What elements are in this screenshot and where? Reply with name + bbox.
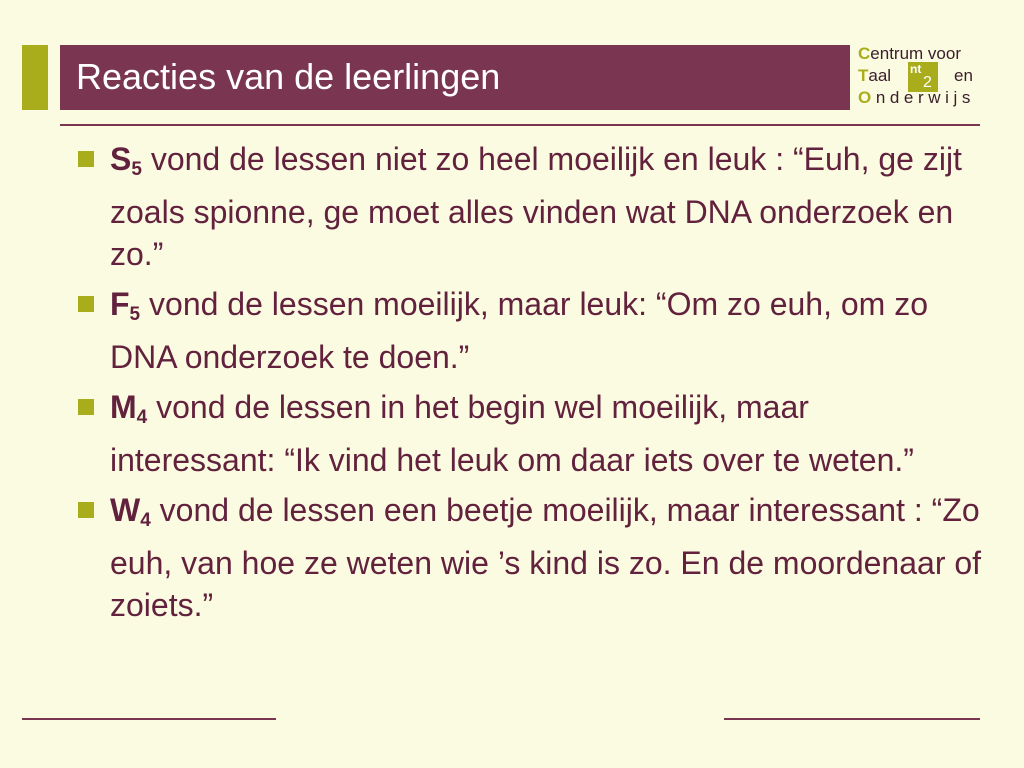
logo-box-top: nt	[910, 62, 922, 76]
logo-row-onderwijs: Onderwijs	[858, 88, 975, 107]
slide-title: Reacties van de leerlingen	[76, 56, 501, 97]
bullet-text: vond de lessen niet zo heel moeilijk en leuk : “Euh, ge zijt zoals spionne, ge moet alles vinden wat DNA onderzoek en zo.”	[110, 141, 962, 272]
speaker-label: $S_5$	[110, 141, 142, 180]
bullet-square-icon	[78, 296, 94, 312]
bullet-text: vond de lessen in het begin wel moeilijk, maar interessant: “Ik vind het leuk om daar iets over te weten.”	[110, 389, 914, 478]
footer-divider-left	[22, 718, 276, 720]
bullet-text: vond de lessen een beetje moeilijk, maar interessant : “Zo euh, van hoe ze weten wie ’s kind is zo. En de moordenaar of zoiets.”	[110, 492, 982, 623]
speaker-label: $W_4$	[110, 492, 151, 531]
speaker-label: $F_5$	[110, 286, 141, 325]
ctoo-logo	[858, 42, 988, 112]
bullet-list	[78, 138, 983, 634]
logo-row-centrum: Centrum voor	[858, 44, 961, 63]
bullet-square-icon	[78, 502, 94, 518]
bullet-square-icon	[78, 399, 94, 415]
title-accent-block	[22, 45, 48, 110]
footer-divider-right	[724, 718, 980, 720]
speaker-label: $M_4$	[110, 389, 148, 428]
bullet-item	[78, 386, 983, 481]
logo-box-bottom: 2	[923, 74, 932, 91]
title-divider	[60, 124, 980, 126]
logo-en: en	[954, 66, 973, 85]
logo-row-taal: Taal	[858, 66, 892, 85]
bullet-item	[78, 283, 983, 378]
bullet-text: vond de lessen moeilijk, maar leuk: “Om zo euh, om zo DNA onderzoek te doen.”	[110, 286, 929, 375]
bullet-item	[78, 138, 983, 275]
title-bar	[60, 45, 850, 110]
bullet-item	[78, 489, 983, 626]
bullet-square-icon	[78, 151, 94, 167]
